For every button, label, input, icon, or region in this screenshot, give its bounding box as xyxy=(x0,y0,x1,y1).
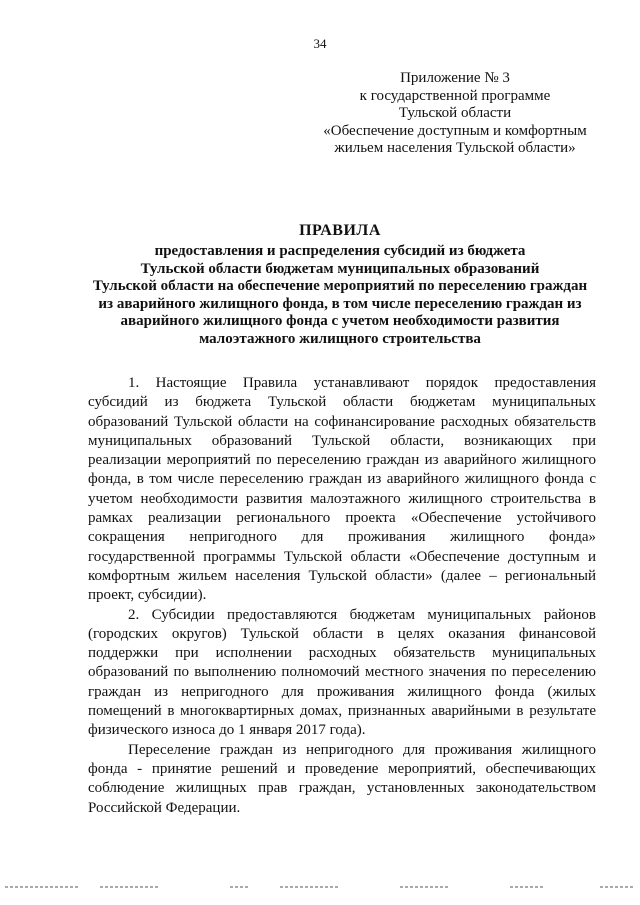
title-line: аварийного жилищного фонда с учетом необходимости развития xyxy=(120,313,560,330)
document-title xyxy=(60,222,620,349)
text-line: Российской Федерации. xyxy=(88,799,241,816)
text-line: фонда, в том числе переселению граждан из аварийного жилищного фонда с xyxy=(88,471,596,488)
text-line: учетом необходимости развития малоэтажного жилищного строительства в xyxy=(88,490,596,507)
text-line: граждан из непригодного для проживания жилищного фонда (жилых xyxy=(88,683,596,700)
text-line: соблюдение жилищных прав граждан, установленных законодательством xyxy=(88,780,596,797)
text-line: комфортным жильем населения Тульской области» (далее – региональный xyxy=(88,567,596,584)
appendix-line: Тульской области xyxy=(398,105,512,121)
appendix-line: Приложение № 3 xyxy=(400,70,510,86)
text-line: субсидий из бюджета Тульской области бюджетам муниципальных xyxy=(88,394,596,411)
text-line: образований по выполнению полномочий местного значения по переселению xyxy=(88,664,596,681)
text-line: физического износа до 1 января 2017 года). xyxy=(88,722,366,739)
document-body xyxy=(88,374,596,818)
appendix-line: жильем населения Тульской области» xyxy=(334,140,576,156)
title-line: Тульской области бюджетам муниципальных образований xyxy=(140,260,540,277)
title-line: Тульской области на обеспечение мероприятий по переселению граждан xyxy=(92,278,588,295)
text-line: рамках реализации регионального проекта «Обеспечение устойчивого xyxy=(88,510,596,527)
appendix-line: к государственной программе xyxy=(359,87,551,104)
paragraph-2 xyxy=(88,606,596,741)
text-line: сокращения непригодного для проживания жилищного фонда» xyxy=(88,529,596,546)
text-line: помещений в многоквартирных домах, признанных аварийными в результате xyxy=(88,703,596,720)
text-line: поддержки при исполнении расходных обязательств муниципальных xyxy=(88,645,596,662)
page-number: 34 xyxy=(313,36,327,51)
text-line: проект, субсидии). xyxy=(88,587,207,604)
paragraph-3 xyxy=(88,741,596,818)
text-line: 2. Субсидии предоставляются бюджетам муниципальных районов xyxy=(128,606,596,623)
text-line: Переселение граждан из непригодного для проживания жилищного xyxy=(128,741,596,758)
appendix-block xyxy=(300,70,610,158)
text-line: 1. Настоящие Правила устанавливают порядок предоставления xyxy=(128,375,596,391)
text-line: государственной программы Тульской области «Обеспечение доступным и xyxy=(88,548,596,565)
title-line: из аварийного жилищного фонда, в том числе переселению граждан из xyxy=(98,295,582,312)
appendix-line: «Обеспечение доступным и комфортным xyxy=(323,122,587,139)
title-line: предоставления и распределения субсидий из бюджета xyxy=(154,243,526,259)
text-line: (городских округов) Тульской области в целях оказания финансовой xyxy=(88,625,596,642)
text-line: образований Тульской области на софинансирование расходных обязательств xyxy=(88,413,596,430)
text-line: фонда - принятие решений и проведение мероприятий, обеспечивающих xyxy=(88,760,596,777)
paragraph-1 xyxy=(88,374,596,606)
title-main: ПРАВИЛА xyxy=(299,222,381,239)
text-line: муниципальных образований Тульской области, возникающих при xyxy=(88,432,596,449)
title-line: малоэтажного жилищного строительства xyxy=(199,330,481,347)
scan-edge-marks xyxy=(0,884,640,890)
text-line: реализации мероприятий по переселению граждан из аварийного жилищного xyxy=(88,452,596,469)
